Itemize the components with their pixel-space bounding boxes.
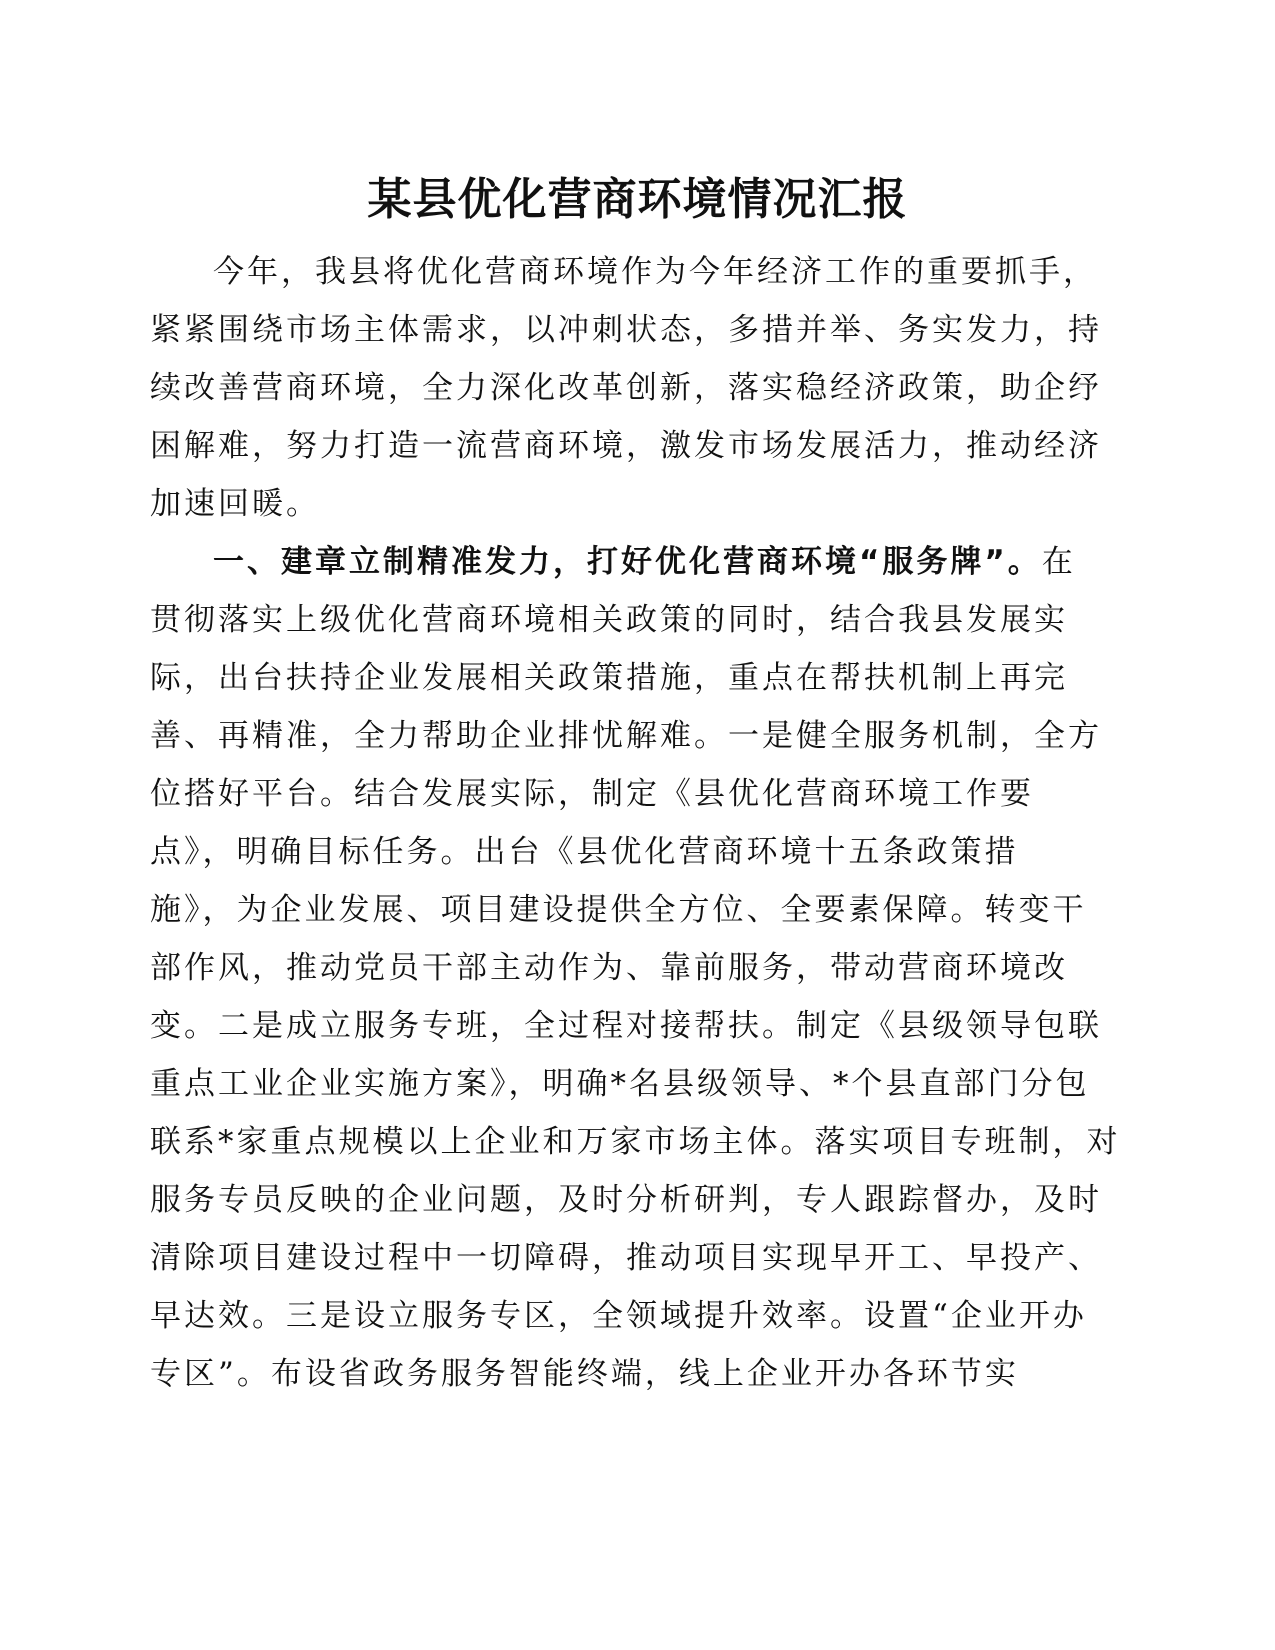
body-line: 际，出台扶持企业发展相关政策措施，重点在帮扶机制上再完	[150, 660, 1068, 696]
body-line: 部作风，推动党员干部主动作为、靠前服务，带动营商环境改	[150, 950, 1068, 986]
document-title: 某县优化营商环境情况汇报	[367, 174, 908, 225]
body-line: 贯彻落实上级优化营商环境相关政策的同时，结合我县发展实	[150, 602, 1068, 638]
body-line: 重点工业企业实施方案》，明确*名县级领导、*个县直部门分包	[150, 1066, 1090, 1102]
body-line: 施》，为企业发展、项目建设提供全方位、全要素保障。转变干	[150, 892, 1087, 928]
body-line: 点》，明确目标任务。出台《县优化营商环境十五条政策措	[150, 834, 1019, 870]
section-1-heading: 一、建章立制精准发力，打好优化营商环境“服务牌”。	[213, 544, 1042, 580]
section-heading-line	[213, 533, 1076, 591]
body-line: 位搭好平台。结合发展实际，制定《县优化营商环境工作要	[150, 776, 1034, 812]
section-1-heading-rest: 在	[1041, 544, 1076, 580]
body-line: 变。二是成立服务专班，全过程对接帮扶。制定《县级领导包联	[150, 1008, 1102, 1044]
body-line: 服务专员反映的企业问题，及时分析研判，专人跟踪督办，及时	[150, 1182, 1102, 1218]
body-line: 早达效。三是设立服务专区，全领域提升效率。设置“企业开办	[150, 1298, 1087, 1334]
body-line: 联系*家重点规模以上企业和万家市场主体。落实项目专班制，对	[150, 1124, 1121, 1160]
intro-line: 续改善营商环境，全力深化改革创新，落实稳经济政策，助企纾	[150, 370, 1102, 406]
body-line: 清除项目建设过程中一切障碍，推动项目实现早开工、早投产、	[150, 1240, 1102, 1276]
intro-line: 困解难，努力打造一流营商环境，激发市场发展活力，推动经济	[150, 428, 1102, 464]
body-line: 善、再精准，全力帮助企业排忧解难。一是健全服务机制，全方	[150, 718, 1102, 754]
body-line: 专区”。布设省政务服务智能终端，线上企业开办各环节实	[150, 1356, 1019, 1392]
intro-line: 加速回暖。	[150, 486, 320, 522]
intro-line: 今年，我县将优化营商环境作为今年经济工作的重要抓手，	[213, 254, 1097, 290]
intro-line: 紧紧围绕市场主体需求，以冲刺状态，多措并举、务实发力，持	[150, 312, 1102, 348]
